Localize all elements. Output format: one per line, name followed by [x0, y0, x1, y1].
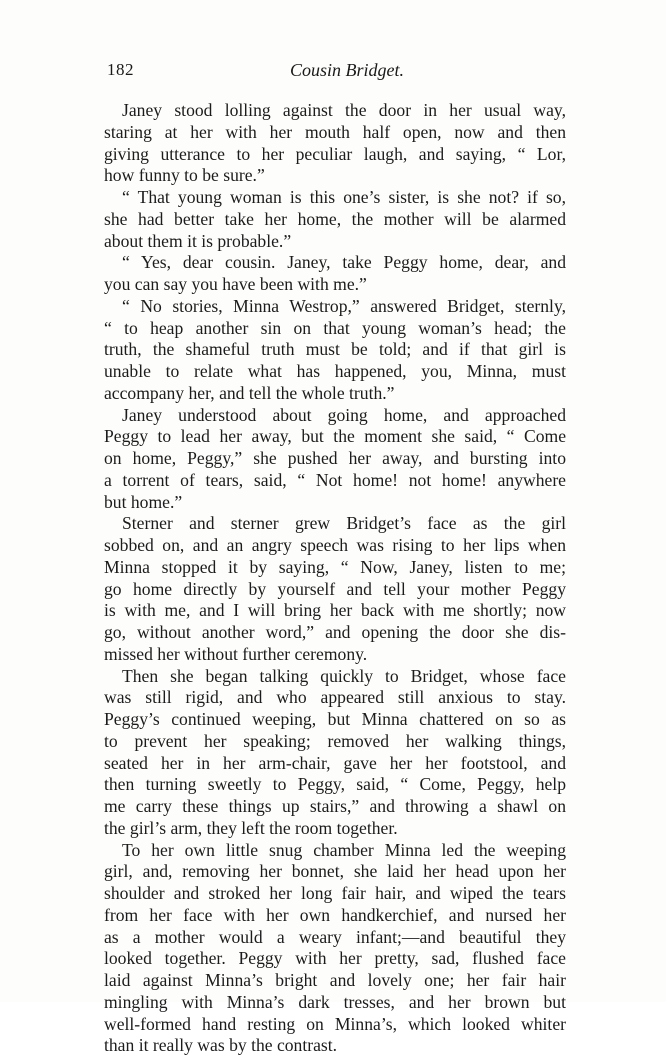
text-line: Janey understood about going home, and approached	[122, 404, 566, 425]
text-line: girl, and, removing her bonnet, she laid her head upon her	[104, 861, 566, 882]
running-title: Cousin Bridget.	[289, 60, 404, 80]
text-line: me carry these things up stairs,” and throwing a shawl on	[104, 796, 566, 816]
text-line: she had better take her home, the mother will be alarmed	[104, 208, 566, 229]
text-line: seated her in her arm-chair, gave her her footstool, and	[104, 752, 566, 773]
text-line: “ to heap another sin on that young woman’s head; the	[104, 317, 566, 338]
text-line: go home directly by yourself and tell your mother Peggy	[104, 578, 566, 599]
text-line: a torrent of tears, said, “ Not home! not home! anywhere	[104, 469, 566, 490]
text-line: from her face with her own handkerchief, and nursed her	[104, 904, 566, 925]
text-line: but home.”	[104, 491, 183, 512]
text-line: shoulder and stroked her long fair hair, and wiped the tears	[104, 883, 566, 903]
text-line: “ Yes, dear cousin. Janey, take Peggy home, dear, and	[122, 252, 566, 273]
body-text	[104, 100, 566, 1057]
page-header	[107, 60, 567, 86]
text-line: Peggy’s continued weeping, but Minna chattered on so as	[104, 709, 566, 729]
text-line: accompany her, and tell the whole truth.”	[104, 382, 395, 403]
text-line: mingling with Minna’s dark tresses, and her brown but	[104, 991, 566, 1012]
text-line: how funny to be sure.”	[104, 165, 265, 186]
text-line: the girl’s arm, they left the room together.	[104, 817, 398, 838]
text-line: giving utterance to her peculiar laugh, and saying, “ Lor,	[104, 143, 566, 164]
text-line: Janey stood lolling against the door in her usual way,	[122, 100, 566, 120]
text-line: as a mother would a weary infant;—and beautiful they	[104, 926, 566, 947]
text-line: go, without another word,” and opening the door she dis-	[104, 622, 566, 642]
text-line: missed her without further ceremony.	[104, 643, 368, 664]
text-line: unable to relate what has happened, you, Minna, must	[104, 361, 566, 381]
text-line: than it really was by the contrast.	[104, 1035, 338, 1056]
text-line: To her own little snug chamber Minna led the weeping	[122, 839, 566, 860]
text-line: Then she began talking quickly to Bridget, whose face	[122, 665, 566, 686]
text-line: looked together. Peggy with her pretty, sad, flushed face	[104, 948, 566, 969]
text-line: “ That young woman is this one’s sister, is she not? if so,	[122, 187, 566, 207]
text-line: about them it is probable.”	[104, 230, 292, 251]
text-line: you can say you have been with me.”	[104, 274, 367, 294]
text-line: truth, the shameful truth must be told; and if that girl is	[104, 339, 566, 360]
text-line: then turning sweetly to Peggy, said, “ Come, Peggy, help	[104, 774, 566, 795]
text-line: sobbed on, and an angry speech was rising to her lips when	[104, 535, 566, 555]
text-line: Minna stopped it by saying, “ Now, Janey, listen to me;	[104, 556, 566, 577]
text-line: well-formed hand resting on Minna’s, which looked whiter	[104, 1013, 566, 1034]
text-line: laid against Minna’s bright and lovely one; her fair hair	[104, 970, 566, 990]
text-line: “ No stories, Minna Westrop,” answered Bridget, sternly,	[122, 295, 566, 316]
text-line: is with me, and I will bring her back with me shortly; now	[104, 600, 566, 621]
text-line: Peggy to lead her away, but the moment she said, “ Come	[104, 426, 566, 447]
text-line: Sterner and sterner grew Bridget’s face as the girl	[122, 513, 566, 534]
text-line: on home, Peggy,” she pushed her away, and bursting into	[104, 448, 566, 468]
text-line: to prevent her speaking; removed her walking things,	[104, 730, 566, 751]
page-number: 182	[107, 60, 134, 79]
text-line: was still rigid, and who appeared still anxious to stay.	[104, 687, 566, 708]
text-line: staring at her with her mouth half open, now and then	[104, 121, 566, 142]
